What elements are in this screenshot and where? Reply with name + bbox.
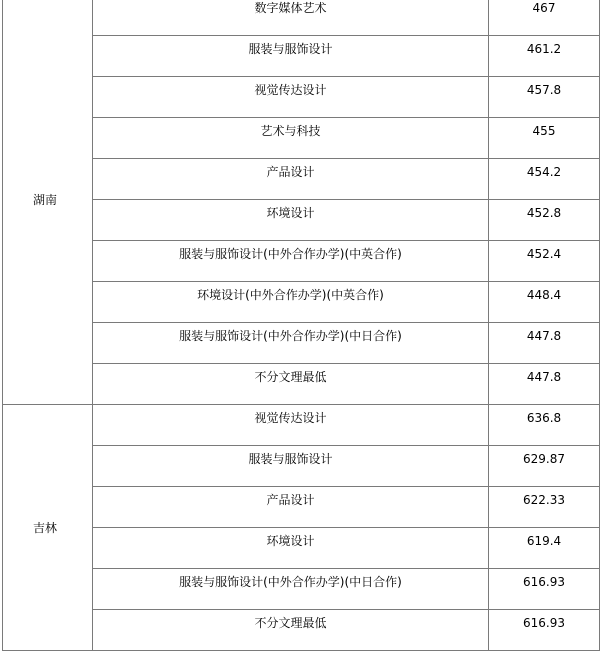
major-cell bbox=[93, 36, 489, 77]
score-value: 467 bbox=[532, 1, 556, 15]
score-cell bbox=[489, 364, 600, 405]
major-cell bbox=[93, 446, 489, 487]
major-cell bbox=[93, 118, 489, 159]
major-name: 不分文理最低 bbox=[254, 370, 327, 384]
score-value: 457.8 bbox=[526, 83, 562, 97]
table-row bbox=[3, 118, 600, 159]
major-cell bbox=[93, 282, 489, 323]
score-value: 616.93 bbox=[523, 575, 565, 589]
province-cell: 湖南 bbox=[3, 0, 93, 405]
score-cell bbox=[489, 446, 600, 487]
score-cell bbox=[489, 118, 600, 159]
major-cell bbox=[93, 0, 489, 36]
major-cell bbox=[93, 610, 489, 651]
table-row bbox=[3, 610, 600, 651]
major-name: 产品设计 bbox=[266, 493, 315, 507]
score-cell bbox=[489, 77, 600, 118]
major-name: 不分文理最低 bbox=[254, 616, 327, 630]
table-row bbox=[3, 241, 600, 282]
score-cell bbox=[489, 405, 600, 446]
score-cell bbox=[489, 323, 600, 364]
score-value: 452.8 bbox=[526, 206, 562, 220]
table-row bbox=[3, 446, 600, 487]
score-value: 622.33 bbox=[523, 493, 565, 507]
major-name: 视觉传达设计 bbox=[254, 411, 327, 425]
major-name: 数字媒体艺术 bbox=[254, 1, 327, 15]
score-cell bbox=[489, 610, 600, 651]
table-row bbox=[3, 159, 600, 200]
major-cell bbox=[93, 159, 489, 200]
table-row bbox=[3, 569, 600, 610]
score-value: 454.2 bbox=[526, 165, 562, 179]
score-cell bbox=[489, 200, 600, 241]
table-row bbox=[3, 282, 600, 323]
table-row bbox=[3, 528, 600, 569]
score-value: 447.8 bbox=[526, 329, 562, 343]
score-cell bbox=[489, 569, 600, 610]
major-cell bbox=[93, 200, 489, 241]
score-value: 447.8 bbox=[526, 370, 562, 384]
major-name: 环境设计 bbox=[266, 206, 315, 220]
major-cell bbox=[93, 569, 489, 610]
table-row bbox=[3, 36, 600, 77]
major-name: 服装与服饰设计(中外合作办学)(中日合作) bbox=[179, 575, 402, 589]
table-row bbox=[3, 0, 600, 36]
major-name: 服装与服饰设计 bbox=[248, 42, 333, 56]
score-value: 619.4 bbox=[526, 534, 562, 548]
score-cell bbox=[489, 282, 600, 323]
score-value: 629.87 bbox=[523, 452, 565, 466]
score-cell bbox=[489, 241, 600, 282]
score-cell bbox=[489, 528, 600, 569]
score-table-body bbox=[3, 0, 600, 651]
major-cell bbox=[93, 77, 489, 118]
score-cell bbox=[489, 36, 600, 77]
score-value: 461.2 bbox=[526, 42, 562, 56]
major-name: 艺术与科技 bbox=[260, 124, 321, 138]
major-name: 服装与服饰设计(中外合作办学)(中日合作) bbox=[179, 329, 402, 343]
table-row bbox=[3, 364, 600, 405]
score-value: 452.4 bbox=[526, 247, 562, 261]
major-name: 服装与服饰设计(中外合作办学)(中英合作) bbox=[179, 247, 402, 261]
table-row bbox=[3, 200, 600, 241]
table-row bbox=[3, 487, 600, 528]
score-value: 448.4 bbox=[526, 288, 562, 302]
score-value: 636.8 bbox=[526, 411, 562, 425]
major-cell bbox=[93, 487, 489, 528]
table-row bbox=[3, 77, 600, 118]
major-name: 环境设计(中外合作办学)(中英合作) bbox=[197, 288, 384, 302]
major-cell bbox=[93, 405, 489, 446]
major-name: 服装与服饰设计 bbox=[248, 452, 333, 466]
table-row bbox=[3, 323, 600, 364]
score-value: 455 bbox=[532, 124, 556, 138]
table-row bbox=[3, 405, 600, 446]
province-cell: 吉林 bbox=[3, 405, 93, 651]
major-cell bbox=[93, 241, 489, 282]
major-cell bbox=[93, 364, 489, 405]
score-cell bbox=[489, 159, 600, 200]
admission-score-table bbox=[2, 0, 600, 651]
score-value: 616.93 bbox=[523, 616, 565, 630]
score-cell bbox=[489, 0, 600, 36]
score-cell bbox=[489, 487, 600, 528]
major-cell bbox=[93, 323, 489, 364]
major-name: 环境设计 bbox=[266, 534, 315, 548]
major-cell bbox=[93, 528, 489, 569]
major-name: 产品设计 bbox=[266, 165, 315, 179]
major-name: 视觉传达设计 bbox=[254, 83, 327, 97]
